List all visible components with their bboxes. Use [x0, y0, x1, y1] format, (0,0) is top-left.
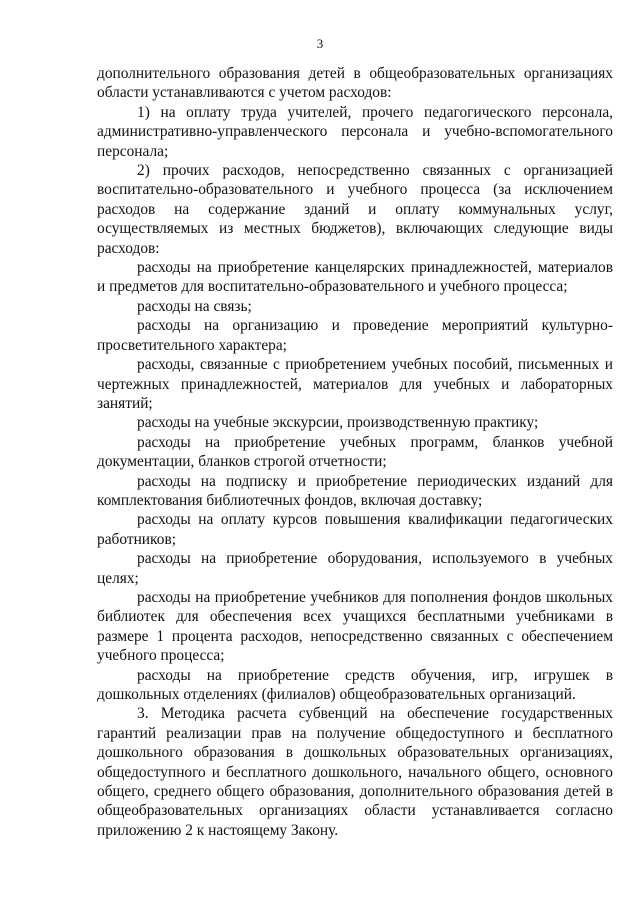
- expense-training-courses: расходы на оплату курсов повышения квалификации педагогических работников;: [97, 511, 613, 548]
- expense-periodicals: расходы на подписку и приобретение периодических изданий для комплектования библиотечных фондов, включая доставку;: [97, 472, 613, 509]
- document-body: [97, 64, 613, 840]
- page-number: 3: [316, 36, 324, 51]
- paragraph-item-2-other-expenses: 2) прочих расходов, непосредственно связанных с организацией воспитательно-образовательного и учебного процесса (за исключением расходов на содержание зданий и оплату коммунальных услуг, осуществляемых из местных бюджетов), включающих следующие виды расходов:: [97, 162, 613, 257]
- expense-study-aids: расходы, связанные с приобретением учебных пособий, письменных и чертежных принадлежностей, материалов для учебных и лабораторных занятий;: [97, 356, 613, 412]
- expense-cultural-events: расходы на организацию и проведение мероприятий культурно-просветительного характера;: [97, 317, 613, 354]
- paragraph-item-3-methodology: 3. Методика расчета субвенций на обеспечение государственных гарантий реализации прав на получение общедоступного и бесплатного дошкольного образования в дошкольных образовательных организациях, общедоступного и бесплатного дошкольного, начального общего, основного общего, среднего общего образования, дополнительного образования детей в общеобразовательных организациях области устанавливается согласно приложению 2 к настоящему Закону.: [97, 705, 613, 839]
- expense-excursions: расходы на учебные экскурсии, производственную практику;: [137, 414, 539, 432]
- expense-textbooks: расходы на приобретение учебников для пополнения фондов школьных библиотек для обеспечения всех учащихся бесплатными учебниками в размере 1 процента расходов, непосредственно связанных с обеспечением учебного процесса;: [97, 588, 613, 665]
- paragraph-item-1-staff-pay: 1) на оплату труда учителей, прочего педагогического персонала, административно-управленческого персонала и учебно-вспомогательного персонала;: [97, 103, 613, 160]
- expense-programs-forms: расходы на приобретение учебных программ, бланков учебной документации, бланков строгой отчетности;: [97, 433, 613, 471]
- paragraph-continuation: дополнительного образования детей в общеобразовательных организациях области устанавливаются с учетом расходов:: [97, 65, 613, 102]
- expense-stationery: расходы на приобретение канцелярских принадлежностей, материалов и предметов для воспитательно-образовательного и учебного процесса;: [97, 259, 613, 296]
- expense-communication: расходы на связь;: [137, 297, 252, 315]
- expense-toys-games: расходы на приобретение средств обучения, игр, игрушек в дошкольных отделениях (филиалов) общеобразовательных организаций.: [97, 666, 613, 703]
- expense-equipment: расходы на приобретение оборудования, используемого в учебных целях;: [97, 550, 613, 587]
